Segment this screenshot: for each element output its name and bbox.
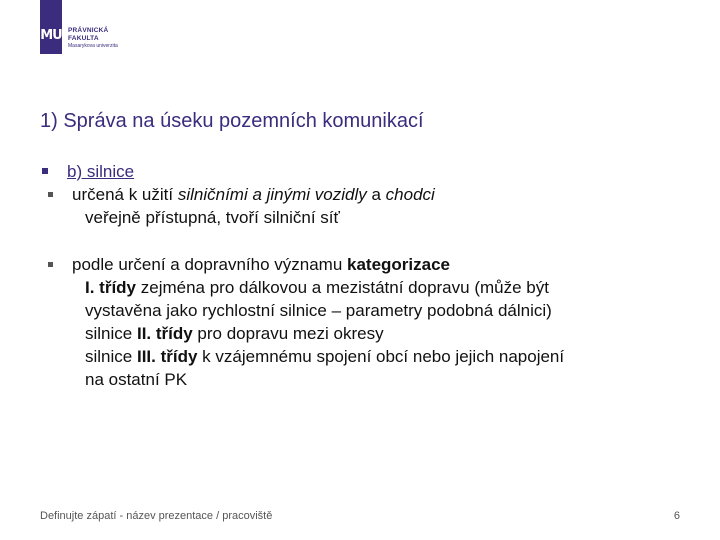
categorization-intro: podle určení a dopravního významu kategorizace: [72, 255, 451, 274]
square-bullet-icon: [42, 168, 48, 174]
square-bullet-icon: [48, 262, 53, 267]
spacer: [40, 229, 690, 253]
logo-mark-text: MU: [40, 28, 62, 43]
slide-title: 1) Správa na úseku pozemních komunikací: [40, 110, 424, 132]
bullet-level1-silnice: [40, 160, 690, 183]
silnice-heading: b) silnice: [67, 162, 135, 181]
slide-content: [40, 160, 690, 391]
bullet-level2-usage: [40, 183, 690, 229]
class-3-line-2: na ostatní PK: [85, 370, 188, 389]
logo-text: [68, 27, 118, 50]
class-2-line: silnice II. třídy pro dopravu mezi okresy: [85, 324, 384, 343]
class-1-line-1: I. třídy zejména pro dálkovou a mezistátní dopravu (může být: [85, 278, 549, 297]
page-number: 6: [673, 510, 680, 522]
faculty-logo: [40, 0, 140, 54]
logo-line-3: Masarykova univerzita: [68, 43, 118, 49]
usage-line-1: určená k užití silničními a jinými vozidly a chodci: [72, 185, 435, 204]
class-3-line-1: silnice III. třídy k vzájemnému spojení obcí nebo jejich napojení: [85, 347, 565, 366]
square-bullet-icon: [48, 192, 53, 197]
logo-line-1: PRÁVNICKÁ: [68, 27, 109, 34]
usage-line-2: veřejně přístupná, tvoří silniční síť: [85, 208, 340, 227]
class-1-line-2: vystavěna jako rychlostní silnice – parametry podobná dálnici): [85, 301, 552, 320]
logo-mark: [40, 0, 62, 54]
footer-text: Definujte zápatí - název prezentace / pracoviště: [40, 510, 273, 522]
logo-line-2: FAKULTA: [68, 34, 99, 42]
bullet-level2-categorization: [40, 253, 690, 391]
